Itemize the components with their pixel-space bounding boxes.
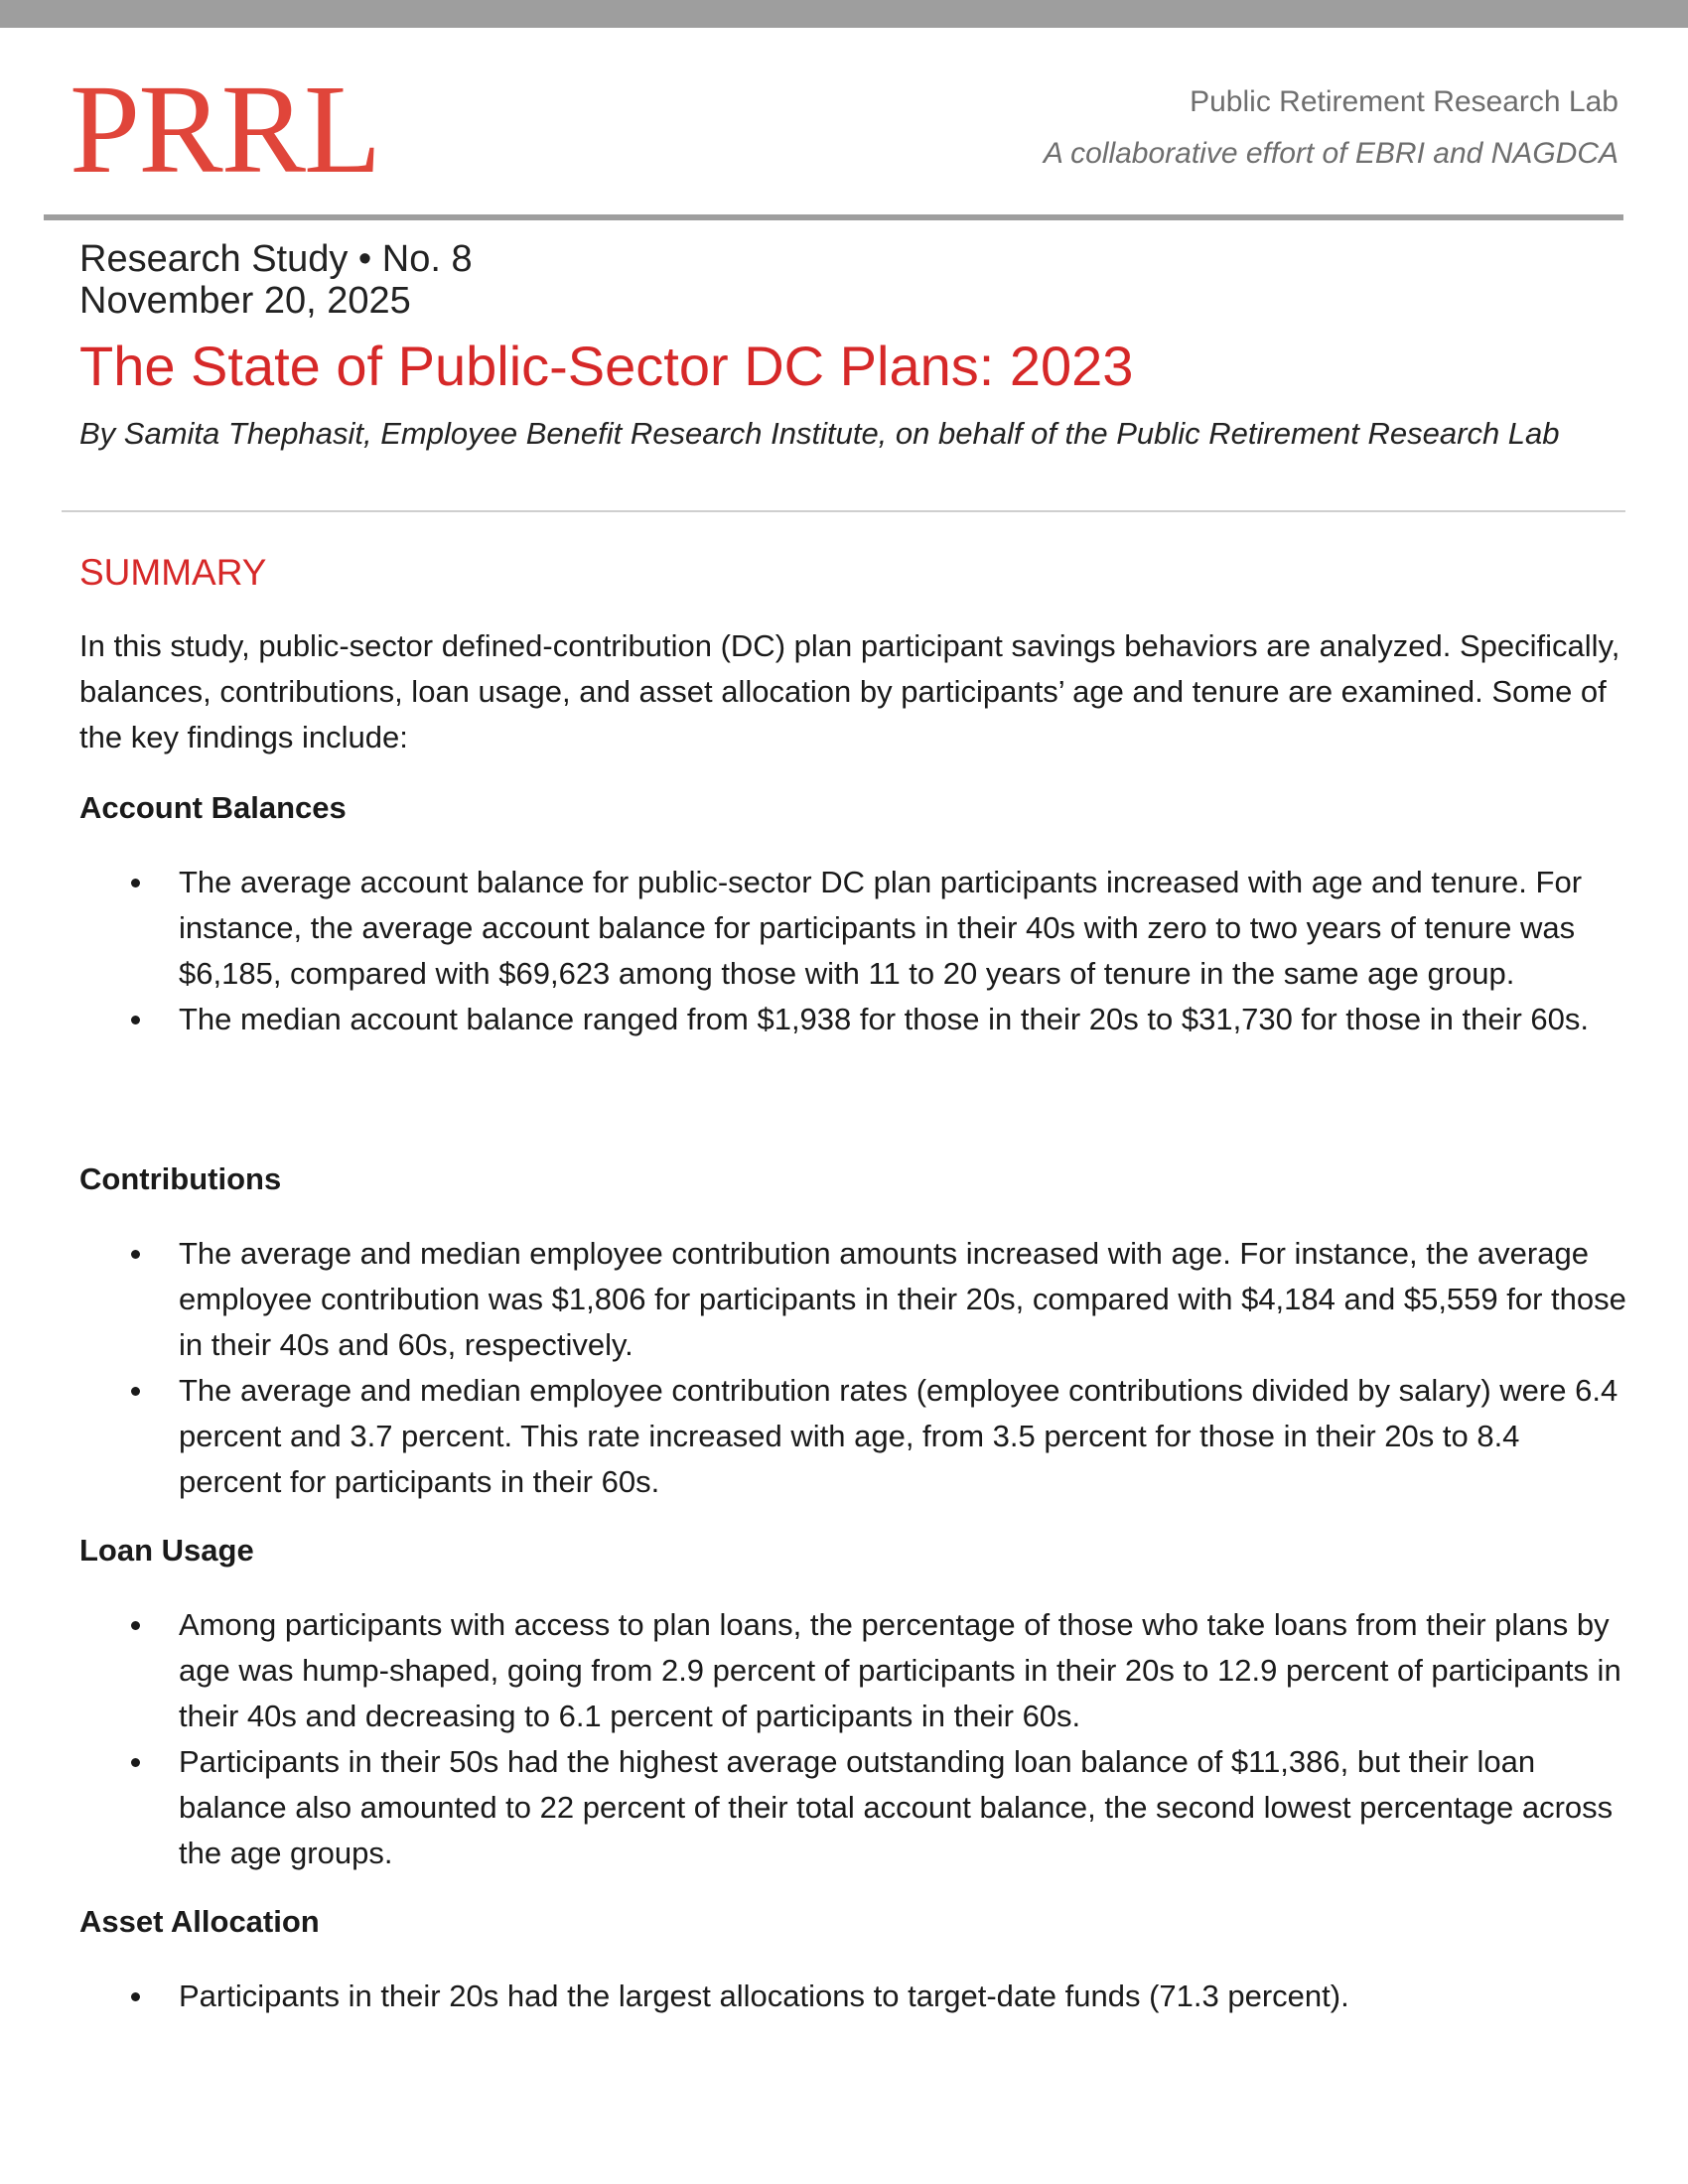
bullet-icon [131,1250,140,1259]
bullet-icon [131,879,140,887]
study-series-number: Research Study • No. 8 [79,238,473,280]
section-heading-contributions: Contributions [79,1161,282,1196]
section-heading-loan-usage: Loan Usage [79,1533,254,1568]
list-item [79,1231,1628,1368]
list-item [79,860,1628,997]
section-heading-account-balances: Account Balances [79,790,347,825]
list-item [79,997,1628,1042]
bullet-text: Participants in their 20s had the largest allocations to target-date funds (71.3 percent). [179,1979,1349,2013]
top-gray-bar [0,0,1688,28]
list-item [79,1368,1628,1505]
org-tagline: A collaborative effort of EBRI and NAGDCA [1043,137,1618,170]
bullet-text: Participants in their 50s had the highest average outstanding loan balance of $11,386, but their loan balance also amounted to 22 percent of their total account balance, the second lowest percentage across the age groups. [179,1744,1614,1870]
list-item [79,1602,1628,1739]
contributions-list [79,1231,1628,1505]
header-divider [44,214,1623,220]
asset-allocation-list [79,1974,1628,2019]
author-byline: By Samita Thephasit, Employee Benefit Research Institute, on behalf of the Public Retirement Research Lab [79,416,1560,451]
byline-divider [62,510,1625,512]
bullet-icon [131,1621,140,1630]
bullet-icon [131,1992,140,2001]
list-item [79,1974,1628,2019]
document-title: The State of Public-Sector DC Plans: 2023 [79,335,1134,397]
bullet-icon [131,1387,140,1396]
org-name: Public Retirement Research Lab [1190,85,1618,118]
bullet-text: The median account balance ranged from $1,938 for those in their 20s to $31,730 for those in their 60s. [179,1002,1590,1036]
bullet-icon [131,1758,140,1767]
section-heading-asset-allocation: Asset Allocation [79,1904,320,1939]
loan-usage-list [79,1602,1628,1876]
summary-heading: SUMMARY [79,552,267,593]
account-balances-list [79,860,1628,1042]
bullet-text: The average and median employee contribution amounts increased with age. For instance, the average employee contribution was $1,806 for participants in their 20s, compared with $4,184 and $5,559 for those in their 40s and 60s, respectively. [179,1236,1626,1362]
summary-intro: In this study, public-sector defined-contribution (DC) plan participant savings behaviors are analyzed. Specifically, balances, contributions, loan usage, and asset allocation by participants’ age and tenure are examined. Some of the key findings include: [79,628,1620,754]
bullet-text: The average account balance for public-sector DC plan participants increased with age and tenure. For instance, the average account balance for participants in their 40s with zero to two years of tenure was $6,185, compared with $69,623 among those with 11 to 20 years of tenure in the same age group. [179,865,1583,991]
bullet-icon [131,1016,140,1024]
prrl-logo: PRRL [70,59,380,200]
list-item [79,1739,1628,1876]
bullet-text: The average and median employee contribution rates (employee contributions divided by salary) were 6.4 percent and 3.7 percent. This rate increased with age, from 3.5 percent for those in their 20s to 8.4 percent for participants in their 60s. [179,1373,1618,1499]
publication-date: November 20, 2025 [79,280,411,322]
bullet-text: Among participants with access to plan loans, the percentage of those who take loans from their plans by age was hump-shaped, going from 2.9 percent of participants in their 20s to 12.9 percent of participants in their 40s and decreasing to 6.1 percent of participants in their 60s. [179,1607,1621,1733]
